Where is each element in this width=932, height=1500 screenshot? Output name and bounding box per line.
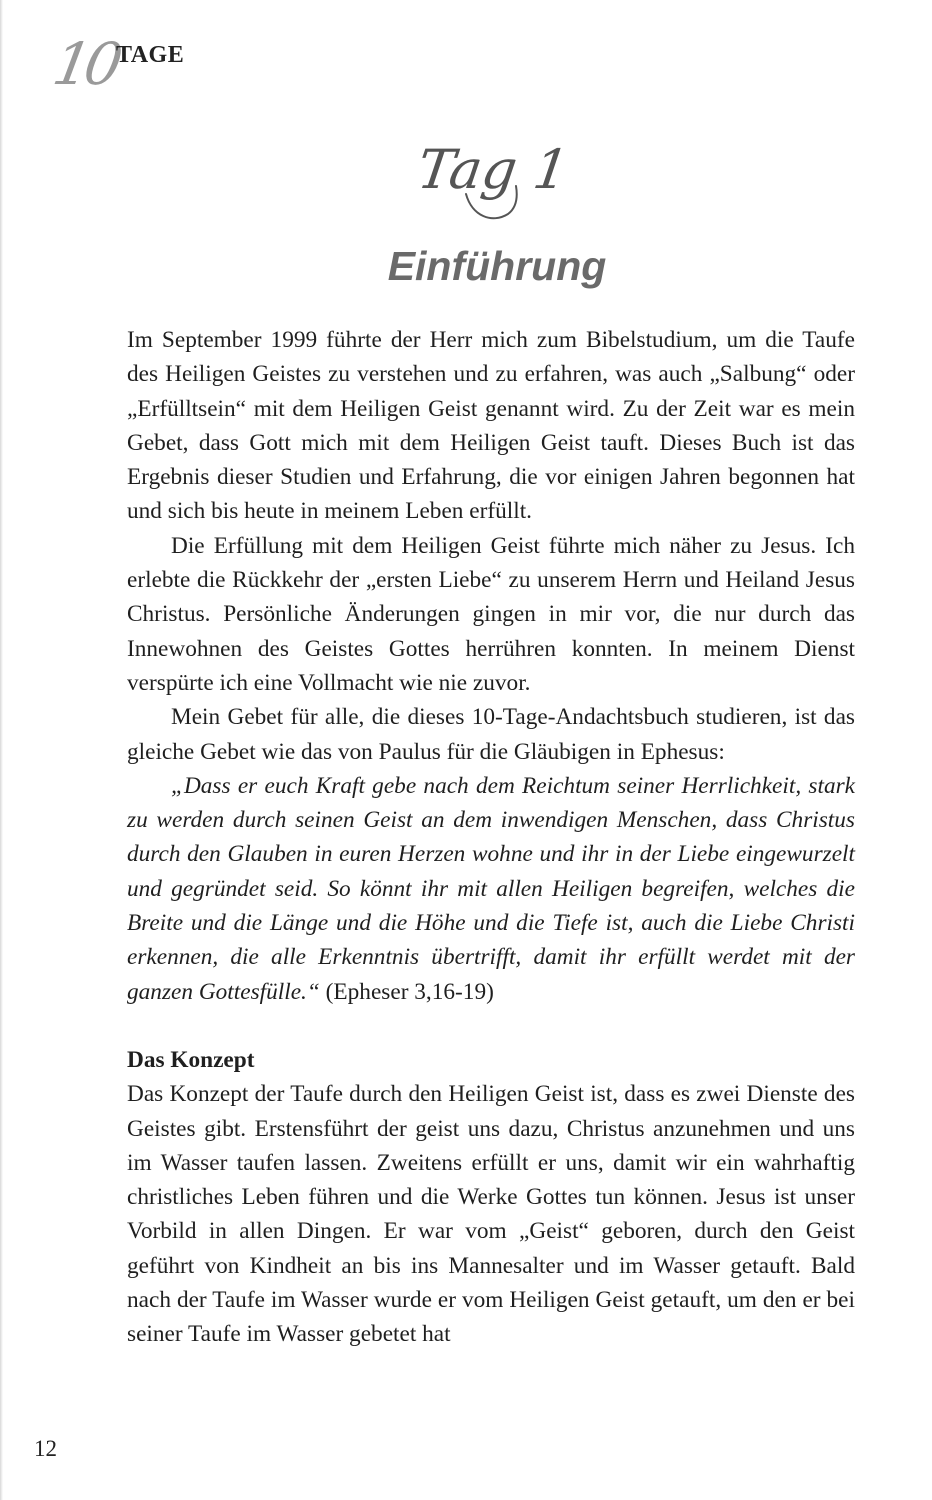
paragraph-1: Im September 1999 führte der Herr mich zum Bibelstudium, um die Taufe des Heiligen Geistes zu verstehen und zu erfahren, was auch „Salbung“ oder „Erfülltsein“ mit dem Heiligen Geist genannt wird. Zu der Zeit war es mein Gebet, dass Gott mich mit dem Heiligen Geist tauft. Dieses Buch ist das Ergebnis dieser Studien und Erfahrung, die vor einigen Jahren begonnen hat und sich bis heute in meinem Leben erfüllt. (127, 327, 855, 525)
section-heading: Das Konzept (127, 1046, 255, 1073)
bible-quote (127, 769, 855, 1009)
chapter-title: Einführung (387, 243, 607, 289)
bible-quote-reference: (Epheser 3,16-19) (319, 978, 494, 1005)
script-flourish-icon (462, 180, 522, 226)
day-heading (400, 140, 600, 230)
paragraph-2: Die Erfüllung mit dem Heiligen Geist führte mich näher zu Jesus. Ich erlebte die Rückkehr der „ersten Liebe“ zu unserem Herrn und Heiland Jesus Christus. Persönliche Änderungen gingen in mir vor, die nur durch das Innewohnen des Geistes Gottes herrühren konnten. In meinem Dienst verspürte ich eine Vollmacht wie nie zuvor. (127, 532, 855, 696)
section-paragraph: Das Konzept der Taufe durch den Heiligen Geist ist, dass es zwei Dienste des Geistes gibt. Erstensführt der geist uns dazu, Christus anzunehmen und uns im Wasser taufen lassen. Zweitens erfüllt er uns, damit wir ein wahrhaftig christliches Leben führen und die Werke Gottes tun können. Jesus ist unser Vorbild in allen Dingen. Er war vom „Geist“ geboren, durch den Geist geführt von Kindheit an bis ins Mannesalter und im Wasser getauft. Bald nach der Taufe im Wasser wurde er vom Heiligen Geist getauft, um den er bei seiner Taufe im Wasser gebetet hat (127, 1081, 855, 1348)
bible-quote-text: „Dass er euch Kraft gebe nach dem Reichtum seiner Herrlichkeit, stark zu werden durch seinen Geist an dem inwendigen Menschen, dass Christus durch den Glauben in euren Herzen wohne und ihr in der Liebe eingewurzelt und gegründet seid. So könnt ihr mit allen Heiligen begreifen, welches die Breite und die Länge und die Höhe und die Tiefe ist, auch die Liebe Christi erkennen, die alle Erkenntnis übertrifft, damit ihr erfüllt werdet mit der ganzen Gottesfülle.“ (127, 772, 855, 1005)
day-heading-script: Tag 1 (413, 138, 573, 201)
body-text (127, 323, 855, 1352)
running-head-number: 10 (48, 30, 122, 98)
paragraph-3: Mein Gebet für alle, die dieses 10-Tage-Andachtsbuch studieren, ist das gleiche Gebet wie das von Paulus für die Gläubigen in Ephesus: (127, 704, 855, 765)
page-number: 12 (34, 1436, 57, 1461)
running-head-word: TAGE (116, 42, 185, 68)
page-edge (0, 0, 3, 1500)
